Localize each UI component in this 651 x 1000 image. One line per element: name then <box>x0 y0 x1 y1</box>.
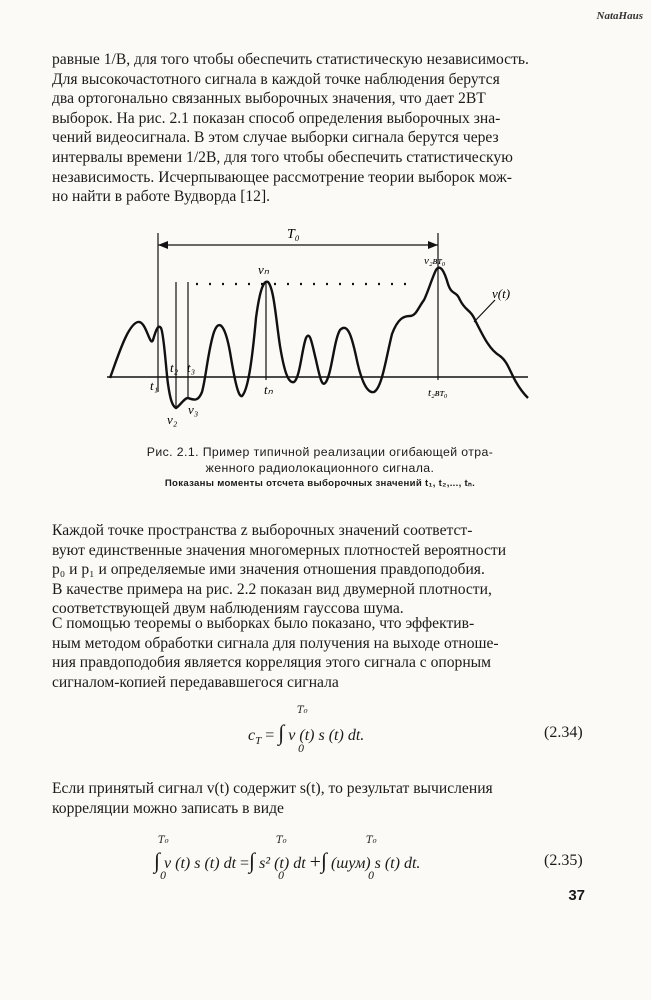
signal-curve-vt <box>110 268 528 408</box>
t0-arrow-right <box>428 241 438 249</box>
eq235-integral-2: ∫ <box>249 848 256 873</box>
text-line: Для высокочастотного сигнала в каждой точке наблюдения берутся <box>52 70 500 88</box>
caption-line-1: Рис. 2.1. Пример типичной реализации огибающей отра- <box>146 445 494 459</box>
label-t2bt0: t₂ʙᴛ₀ <box>428 387 448 399</box>
text-line: но найти в работе Вудворда [12]. <box>52 188 271 206</box>
eq234-lower-limit: 0 <box>298 744 305 755</box>
text-line: корреляции можно записать в виде <box>52 799 284 817</box>
eq235-upper-2: T₀ <box>276 835 287 846</box>
eq234-lhs-sub: T <box>255 735 262 748</box>
label-v2bt0: v₂ʙᴛ₀ <box>424 255 446 267</box>
eq235-term2: s² (t) dt <box>259 855 306 872</box>
label-v2: v₂ <box>167 412 178 427</box>
label-vt: v(t) <box>492 286 511 301</box>
text-line: Если принятый сигнал v(t) содержит s(t), то результат вычисления <box>52 780 493 797</box>
t0-label: T₀ <box>287 227 300 242</box>
text-line: независимость. Исчерпывающее рассмотрение теории выборок мож- <box>52 168 512 186</box>
label-t2: t₂ <box>170 360 179 375</box>
label-v3: v₃ <box>188 402 199 417</box>
eq235-term3: (шум) s (t) dt. <box>330 855 421 872</box>
text-line: интервалы времени 1/2B, для того чтобы обеспечить статистическую <box>52 148 513 166</box>
text-line: Каждой точке пространства z выборочных значений соответст- <box>52 522 473 539</box>
vt-pointer <box>474 300 495 322</box>
t0-arrow-left <box>158 241 168 249</box>
label-t1: t₁ <box>150 378 159 393</box>
paragraph-correlation <box>52 614 592 692</box>
caption-line-2: женного радиолокационного сигнала. <box>205 461 435 475</box>
eq235-upper-1: T₀ <box>158 835 169 846</box>
eq235-lower-2: 0 <box>278 871 285 882</box>
text-line: два ортогонально связанных выборочных значения, что дает 2BT <box>52 90 486 108</box>
eq235-integral-1: ∫ <box>154 848 161 873</box>
figure-2-1-signal-plot <box>0 215 651 437</box>
paragraph-density <box>52 521 592 619</box>
eq235-term1: v (t) s (t) dt <box>164 855 237 872</box>
label-t3: t₃ <box>187 360 196 375</box>
eq234-integrand: v (t) s (t) dt. <box>288 727 365 744</box>
text-line: p₀ и p₁ и определяемые ими значения отношения правдоподобия. <box>52 561 485 579</box>
paragraph-sampling-intro <box>52 50 592 207</box>
paragraph-received-signal <box>52 779 592 818</box>
eq234-integral-sign: ∫ <box>278 720 285 745</box>
eq234-lhs: c <box>248 727 256 744</box>
eq235-plus: + <box>309 851 321 873</box>
eq235-upper-3: T₀ <box>366 835 377 846</box>
label-vn: vₙ <box>258 262 269 277</box>
figure-caption <box>100 444 540 492</box>
label-tn: tₙ <box>264 382 273 397</box>
text-line: В качестве примера на рис. 2.2 показан вид двумерной плотности, <box>52 580 492 598</box>
eq234-number: (2.34) <box>544 724 583 741</box>
caption-line-3: Показаны моменты отсчета выборочных значений t₁, t₂,..., tₙ. <box>164 478 476 489</box>
text-line: чений видеосигнала. В этом случае выборки сигнала берутся через <box>52 129 499 147</box>
eq235-lower-1: 0 <box>160 871 167 882</box>
eq235-equals: = <box>240 855 250 872</box>
eq234-upper-limit: T₀ <box>297 705 308 716</box>
watermark-logo: NataHaus <box>596 10 643 22</box>
text-line: выборок. На рис. 2.1 показан способ определения выборочных зна- <box>52 109 501 127</box>
text-line: соответствующей двум наблюдениям гауссова шума. <box>52 600 404 618</box>
text-line: С помощью теоремы о выборках было показано, что эффектив- <box>52 615 475 632</box>
text-line: ным методом обработки сигнала для получения на выходе отноше- <box>52 634 499 652</box>
text-line: сигналом-копией передававшегося сигнала <box>52 673 339 691</box>
text-line: вуют единственные значения многомерных плотностей вероятности <box>52 541 507 559</box>
eq235-number: (2.35) <box>544 852 583 869</box>
eq235-lower-3: 0 <box>368 871 375 882</box>
text-line: равные 1/B, для того чтобы обеспечить статистическую независимость. <box>52 51 529 68</box>
eq235-integral-3: ∫ <box>320 848 327 873</box>
page-number: 37 <box>568 887 585 904</box>
eq234-equals: = <box>265 727 275 744</box>
text-line: ния правдоподобия является корреляция этого сигнала с опорным <box>52 654 492 672</box>
